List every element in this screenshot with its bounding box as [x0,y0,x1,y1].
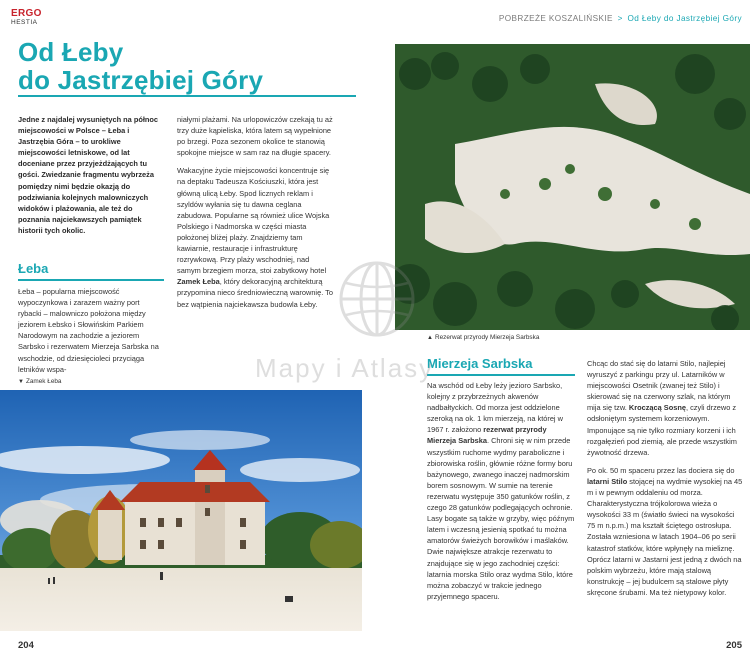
walking-pine-name: Kroczącą Sosnę [628,403,686,413]
header-region: POBRZEŻE KOSZALIŃSKIE [498,14,613,23]
caption-marker-icon: ▼ [18,379,24,385]
intro-paragraph: Jedne z najdalej wysuniętych na północ miejscowości w Polsce – Łeba i Jastrzębia Góra – to urokliwe miejscowości letniskowe, od lat doceniane przez przyjeżdżających tu gości. Zwiedzanie fragmentu wybrzeża pomiędzy nimi będzie okazją do podziwiania kolejnych malowniczych widoków i plażowania, ale też do poznania najciekawszych pamiątek historii tych okolic. [18,115,159,235]
dunes-caption: ▲ Rezerwat przyrody Mierzeja Sarbska [427,334,540,341]
castle-caption: ▼ Zamek Łeba [18,378,62,385]
page-number-left: 204 [18,640,34,651]
leba-paragraph-3: Wakacyjne życie miejscowości koncentruje się na deptaku Tadeusza Kościuszki, która jest główną ulicą Łeby. Spod licznych reklam i szyldów wyłania się tu dawna ceglana zabudowa. Popularne są również ulice Wojska Polskiego i Nadmorska w części miasta położonej bliżej plaży. Znajdziemy tam kawiarnie, restauracje i infrastrukturę rozrywkową. Przy plaży wschodniej, nad samym brzegiem morza, stoi zabytkowy hotel Zamek Łeba, który dekoracyjną architekturą przypomina nieco średniowieczną warownię. To bez wątpienia najciekawsza budowla Łeby. [177,166,333,309]
dunes-photo [395,44,750,330]
castle-photo [0,390,362,631]
page-number-right: 205 [726,640,742,651]
section-rule-leba [18,279,164,281]
section-heading-mierzeja: Mierzeja Sarbska [427,356,533,371]
dunes-illustration [395,44,750,330]
logo-top-text: ERGO [11,8,42,19]
reserve-name: rezerwat przyrody Mierzeja Sarbska [427,425,547,446]
leba-paragraph-1-column [18,286,164,382]
running-header [499,14,742,23]
lighthouse-name: latarni Stilo [587,476,628,486]
section-rule-mierzeja [427,374,575,376]
page-title [18,38,263,94]
header-arrow-icon: > [617,14,623,23]
leba-paragraph-2: niałymi plażami. Na urlopowiczów czekają tu aż trzy duże kąpieliska, która latem są wypełnione po brzegi. Poza sezonem okolice te stanowią spokojne miejsce w sam raz na długie spacery. [177,115,333,158]
logo-bottom-text: HESTIA [11,19,38,26]
section-heading-leba: Łeba [18,261,49,276]
text-column-1 [18,114,164,243]
title-line-1: Od Łeby [18,37,124,67]
mierzeja-paragraph-3: Po ok. 50 m spaceru przez las dociera się do latarni Stilo stojącej na wydmie wysokiej na 45 m i w pewnym oddaleniu od morza. Charakterystyczna trójkolorowa wieża o wysokości 33 m (światło świeci na wysokości 75 m n.p.m.) ma kształt ściętego ostrosłupa. Została wzniesiona w latach 1904–06 po serii katastrof statków, które wpłynęły na mieliznę. Oprócz latarni w Jastarni jest jedną z dwóch na polskim wybrzeżu, które mają stalową konstrukcję – jej budulcem są stalowe płyty skręcone śrubami. Ma też nietypowy kolor. [587,465,743,597]
castle-illustration [0,390,362,631]
watermark-text: Mapy i Atlasy [255,353,435,383]
text-column-4 [587,358,743,605]
title-underline [18,95,356,97]
title-line-2: do Jastrzębiej Góry [18,65,264,95]
publisher-logo [11,9,42,27]
text-column-2 [177,114,333,317]
right-page [375,0,750,661]
mierzeja-paragraph-1: Na wschód od Łeby leży jezioro Sarbsko, kolejny z przybrzeżnych akwenów nadbałtyckich. Od morza jest oddzielone szeroką na ok. 1 km mierzeją, na której w 1967 r. założono rezerwat przyrody Mierzeja Sarbska. Chroni się w nim przede wszystkim ruchome wydmy paraboliczne i zbiorowiska roślin, głównie różne formy boru bażynowego, zwanego inaczej nadmorskim borem sosnowym. W sumie na terenie rezerwatu występuje 350 gatunków roślin, z czego 28 gatunków podlegających ochronie. Lasy bogate są także w grzyby, więc późnym latem i wczesną jesienią spotkać tu można amatorów świeżych borowików i maślaków. Dwie największe atrakcje rezerwatu to znajdujące się w jego zachodniej części: latarnia morska Stilo oraz wydma Stilo, które można zobaczyć w trakcie jednego przyjemnego spaceru. [427,381,575,601]
header-section: Od Łeby do Jastrzębiej Góry [627,14,742,23]
watermark-globe-icon [336,258,418,340]
castle-name: Zamek Łeba [177,277,220,287]
mierzeja-paragraph-2: Chcąc do stać się do latarni Stilo, najlepiej wyruszyć z parkingu przy ul. Latarników w miejscowości Osetnik (zwanej też Stilo) i skierować się na czerwony szlak, na którym mija się tzw. Kroczącą Sosnę, czyli drzewo z odsłoniętym systemem korzeniowym. Imponujące są nie tylko rozmiary korzeni i ich rozgałęzień pod ziemią, ale przede wszystkim żywotność drzewa. [587,359,737,457]
caption-marker-icon: ▲ [427,335,433,341]
text-column-3 [427,380,575,609]
leba-paragraph-1: Łeba – popularna miejscowość wypoczynkowa i zarazem ważny port rybacki – malowniczo położona między jeziorem Łebsko i Słowińskim Parkiem Narodowym na zachodzie a jeziorem Sarbsko i rezerwatem Mierzeja Sarbska na wschodzie, od dziesięcioleci przyciąga letników wspa- [18,287,159,374]
